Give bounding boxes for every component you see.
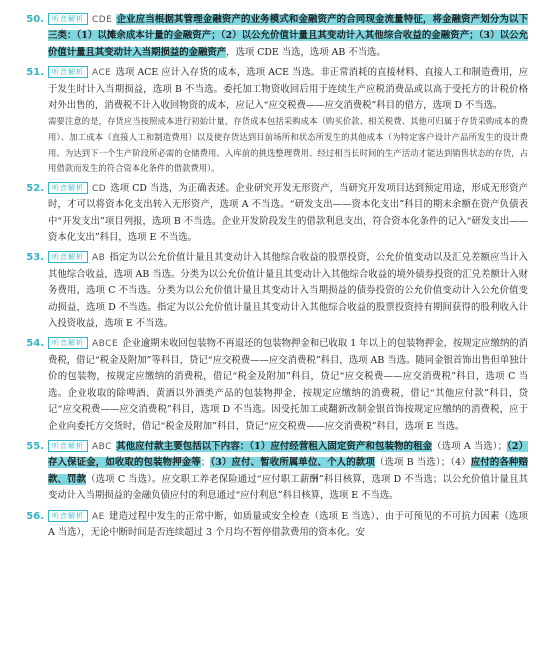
question-explanation — [48, 336, 528, 434]
explanation-text: 企业逾期未收回包装物不再退还的包装物押金和已收取 1 年以上的包装物押金，按规定应缴纳的消费税，借记“税金及附加”等科目，贷记“应交税费——应交消费税”科目，选项 AB 当选。随同金银首饰出售但单独计价的包装物，按规定应缴纳的消费税，借记“税金及附加”科目，贷记“应交税费——应交消费税”科目，选项 C 当选。企业收取的除啤酒、黄酒以外酒类产品的包装物押金，按规定应缴纳的消费税，借记“其他应付款”科目，贷记“应交税费——应交消费税”科目，选项 D 不当选。因受托加工或翻新改制金银首饰按规定应缴纳的消费税，应于企业向委托方交货时，借记“税金及附加”科目，贷记“应交税费——应交消费税”科目，选项 E 当选。 — [48, 338, 528, 432]
question-explanation — [48, 181, 528, 247]
audio-analysis-tag[interactable]: 听音解析 — [48, 251, 88, 263]
question-number: 52. — [26, 182, 44, 194]
question-54 — [10, 336, 528, 434]
question-55 — [10, 439, 528, 505]
question-number: 50. — [26, 14, 44, 25]
answer-key: CDE — [92, 15, 113, 25]
highlighted-text: 企业应当根据其管理金融资产的业务模式和金融资产的合同现金流量特征，将金融资产划分为以下三类：（1）以摊余成本计量的金融资产；（2）以公允价值计量且其变动计入其他综合收益的金融资产；（3）以公允价值计量且其变动计入当期损益的金融资产 — [48, 14, 528, 58]
highlighted-text: 其他应付款主要包括以下内容：（1）应付经营租入固定资产和包装物的租金 — [115, 440, 433, 452]
question-51 — [10, 65, 528, 177]
explanation-text: （选项 A 当选）； — [432, 440, 507, 452]
audio-analysis-tag[interactable]: 听音解析 — [48, 182, 88, 194]
highlighted-text: 应付的各种赔款、罚款 — [48, 457, 528, 485]
question-number: 55. — [26, 440, 44, 452]
audio-analysis-tag[interactable]: 听音解析 — [48, 440, 88, 452]
question-52 — [10, 181, 528, 247]
highlighted-text: （3）应付、暂收所属单位、个人的款项 — [210, 457, 375, 469]
question-explanation — [48, 509, 528, 542]
audio-analysis-tag[interactable]: 听音解析 — [48, 337, 88, 349]
answer-key: ACE — [92, 68, 112, 79]
explanation-text: 选项 ACE 应计入存货的成本，选项 ACE 当选。非正常消耗的直接材料、直接人工和制造费用，应于发生时计入当期损益，选项 B 不当选。委托加工物资收回后用于连续生产应税消费品或以高于受托方的计税价格对外出售的，消费税不计入收回物资的成本，应记入“应交税费——应交消费税”科目的借方，选项 D 不当选。 — [48, 67, 528, 112]
explanation-text: 建造过程中发生的正常中断，如质量或安全检查（选项 E 当选）、由于可预见的不可抗力因素（选项 A 当选），无论中断时间是否连续超过 3 个月均不暂停借款费用的资本化。安 — [48, 510, 528, 538]
question-number: 51. — [26, 67, 44, 79]
explanation-text: 选项 CD 当选，为正确表述。企业研究开发无形资产，当研究开发项目达到预定用途，形成无形资产时，才可以将资本化支出转入无形资产，选项 A 不当选。“研发支出——资本化支出”科目的期末余额在资产负债表中“开发支出”项目列报，选项 B 不当选。企业开发阶段发生的借款利息支出，符合资本化条件的记入“研发支出——资本化支出”科目，选项 E 不当选。 — [48, 182, 528, 244]
audio-analysis-tag[interactable]: 听音解析 — [48, 66, 88, 78]
answer-key: ABCE — [92, 339, 119, 350]
answer-key: ABC — [92, 441, 112, 452]
question-explanation — [48, 250, 528, 332]
explanation-text: （选项 B 当选）；（4） — [374, 457, 471, 469]
audio-analysis-tag[interactable]: 听音解析 — [48, 510, 88, 522]
question-explanation — [48, 65, 528, 177]
question-explanation — [48, 12, 528, 61]
question-explanation — [48, 439, 528, 505]
question-number: 54. — [26, 338, 44, 350]
explanation-text: ，选项 CDE 当选，选项 AB 不当选。 — [226, 46, 386, 58]
explanation-text: （选项 C 当选）。应交职工养老保险通过“应付职工薪酬”科目核算，选项 D 不当选；以公允价值计量且其变动计入当期损益的金融负债应付的利息通过“应付利息”科目核算，选项 E 不当选。 — [48, 473, 528, 502]
highlighted-text: （2）存入保证金，如收取的包装物押金等 — [48, 440, 528, 469]
question-56 — [10, 509, 528, 542]
question-number: 53. — [26, 252, 44, 264]
question-number: 56. — [26, 510, 44, 522]
answer-key: AB — [92, 253, 106, 264]
explanation-text: 指定为以公允价值计量且其变动计入其他综合收益的股票投资，公允价值变动以及汇兑差额应当计入其他综合收益，选项 AB 当选。分类为以公允价值计量且其变动计入其他综合收益的境外债券投资的汇兑差额计入财务费用，选项 C 不当选。分类为以公允价值计量且其变动计入当期损益的债券投资的公允价值变动计入公允价值变动损益，选项 D 不当选。指定为以公允价值计量且其变动计入其他综合收益的股票投资持有期间获得的股利收入计入投资收益，选项 E 不当选。 — [48, 252, 528, 330]
answer-key: AE — [92, 511, 105, 522]
explanation-text: ； — [200, 457, 211, 469]
answer-key: CD — [92, 183, 107, 194]
question-50 — [10, 12, 528, 61]
question-53 — [10, 250, 528, 332]
explanation-note: 需要注意的是，存货应当按照成本进行初始计量，存货成本包括采购成本（购买价款、相关税费、其他可归属于存货采购成本的费用）、加工成本（直接人工和制造费用）以及使存货达到目前场所和状态所发生的其他成本（为特定客户设计产品所发生的设计费用、为达到下一个生产阶段所必需的仓储费用、入库前的挑选整理费用、经过相当长时间的生产活动才能达到销售状态的存货，占用借款而发生的符合资本化条件的借款费用）。 — [48, 116, 528, 174]
audio-analysis-tag[interactable]: 听音解析 — [48, 13, 88, 25]
explanation-segments — [48, 441, 528, 501]
